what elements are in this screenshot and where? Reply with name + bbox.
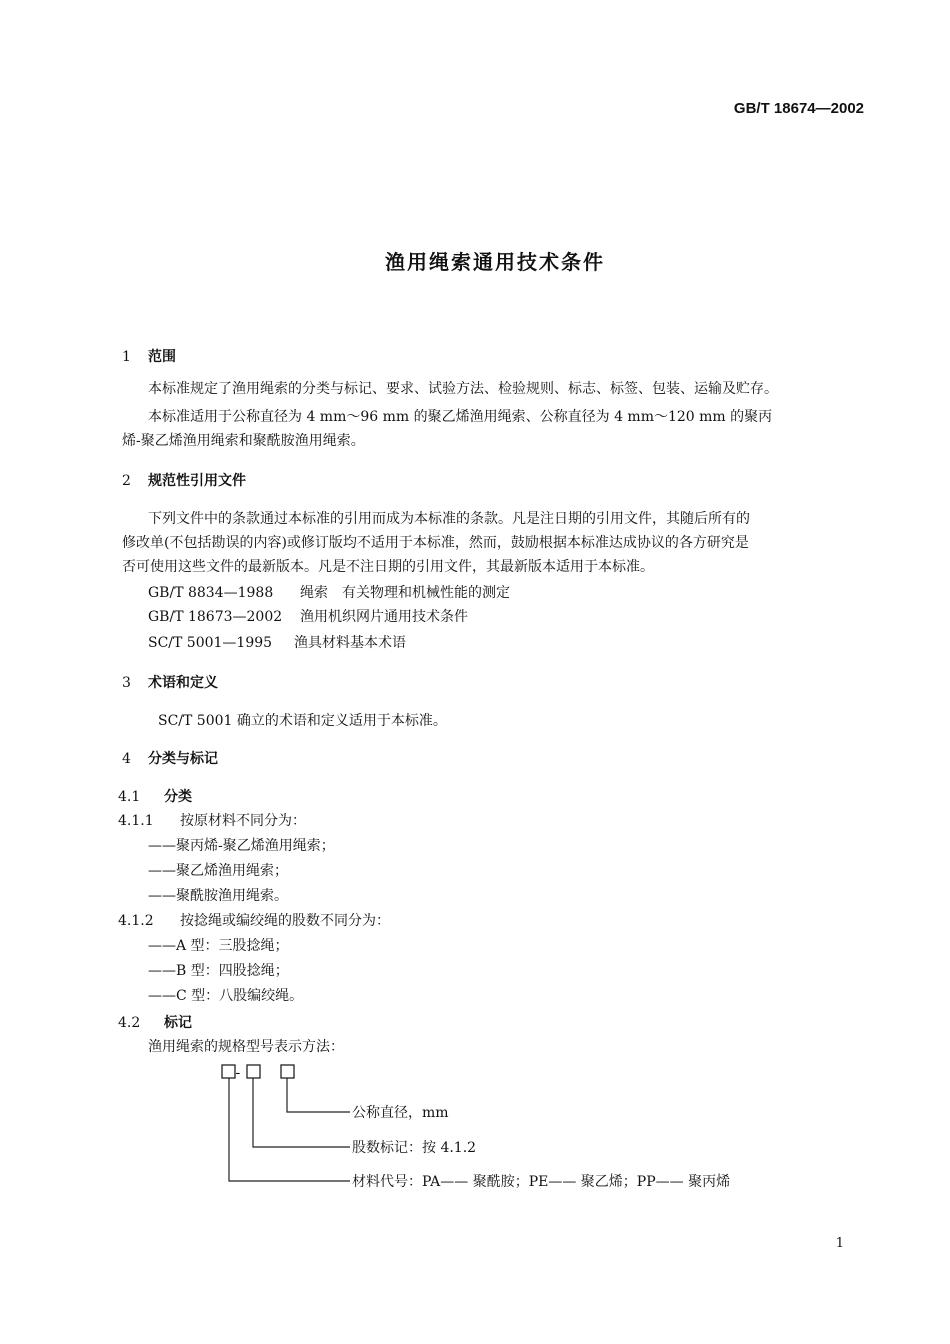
diagram-label-strands: 股数标记：按 4.1.2 <box>352 1140 477 1156</box>
reference-name: 绳索 有关物理和机械性能的测定 <box>300 585 510 601</box>
page-number: 1 <box>835 1236 844 1251</box>
document-title: 渔用绳索通用技术条件 <box>385 250 605 274</box>
section-number: 4.1 <box>118 789 141 805</box>
diameter-box <box>281 1065 294 1078</box>
reference-code: GB/T 18673—2002 <box>148 609 283 625</box>
section-title: 分类 <box>164 789 192 805</box>
reference-name: 渔用机织网片通用技术条件 <box>300 609 468 625</box>
section-number: 4.1.1 <box>118 813 154 829</box>
section-number: 2 <box>122 473 131 489</box>
section-title: 标记 <box>164 1015 192 1031</box>
section-number: 4.2 <box>118 1015 141 1031</box>
section-2-paragraph-line-3: 否可使用这些文件的最新版本。凡是不注日期的引用文件，其最新版本适用于本标准。 <box>122 559 654 575</box>
section-title: 术语和定义 <box>148 675 218 691</box>
box-separator-dash: - <box>235 1065 241 1081</box>
section-number: 4.1.2 <box>118 913 154 929</box>
strand-code-box <box>247 1065 260 1078</box>
section-title: 范围 <box>148 349 176 365</box>
section-4-2-intro: 渔用绳索的规格型号表示方法： <box>148 1039 344 1055</box>
diagram-label-material: 材料代号：PA—— 聚酰胺；PE—— 聚乙烯；PP—— 聚丙烯 <box>352 1174 731 1190</box>
list-item: ——聚丙烯-聚乙烯渔用绳索； <box>148 838 335 854</box>
reference-code: SC/T 5001—1995 <box>148 635 273 651</box>
section-3-paragraph: SC/T 5001 确立的术语和定义适用于本标准。 <box>158 713 447 729</box>
list-item: ——B 型：四股捻绳； <box>148 963 289 979</box>
section-text: 按原材料不同分为： <box>180 813 306 829</box>
section-title: 规范性引用文件 <box>148 473 246 489</box>
diagram-label-diameter: 公称直径，mm <box>352 1105 449 1121</box>
reference-name: 渔具材料基本术语 <box>294 635 406 651</box>
section-number: 4 <box>122 751 131 767</box>
list-item: ——聚酰胺渔用绳索。 <box>148 888 288 904</box>
material-leader-line <box>229 1078 350 1181</box>
section-1-paragraph-1: 本标准规定了渔用绳索的分类与标记、要求、试验方法、检验规则、标志、标签、包装、运输及贮存。 <box>148 381 778 397</box>
section-number: 1 <box>122 349 131 365</box>
section-1-paragraph-2-line-1: 本标准适用于公称直径为 4 mm～96 mm 的聚乙烯渔用绳索、公称直径为 4 mm～120 mm 的聚丙 <box>148 409 773 425</box>
reference-code: GB/T 8834—1988 <box>148 585 274 601</box>
list-item: ——聚乙烯渔用绳索； <box>148 863 288 879</box>
diameter-leader-line <box>287 1078 350 1112</box>
section-number: 3 <box>122 675 131 691</box>
section-title: 分类与标记 <box>148 751 218 767</box>
section-2-paragraph-line-1: 下列文件中的条款通过本标准的引用而成为本标准的条款。凡是注日期的引用文件，其随后所有的 <box>148 511 750 527</box>
section-2-paragraph-line-2: 修改单(不包括勘误的内容)或修订版均不适用于本标准，然而，鼓励根据本标准达成协议的各方研究是 <box>122 535 749 551</box>
list-item: ——A 型：三股捻绳； <box>148 938 289 954</box>
material-code-box <box>222 1065 235 1078</box>
section-1-paragraph-2-line-2: 烯-聚乙烯渔用绳索和聚酰胺渔用绳索。 <box>122 433 365 449</box>
standard-code: GB/T 18674—2002 <box>733 100 864 117</box>
list-item: ——C 型：八股编绞绳。 <box>148 988 304 1004</box>
section-text: 按捻绳或编绞绳的股数不同分为： <box>180 913 390 929</box>
